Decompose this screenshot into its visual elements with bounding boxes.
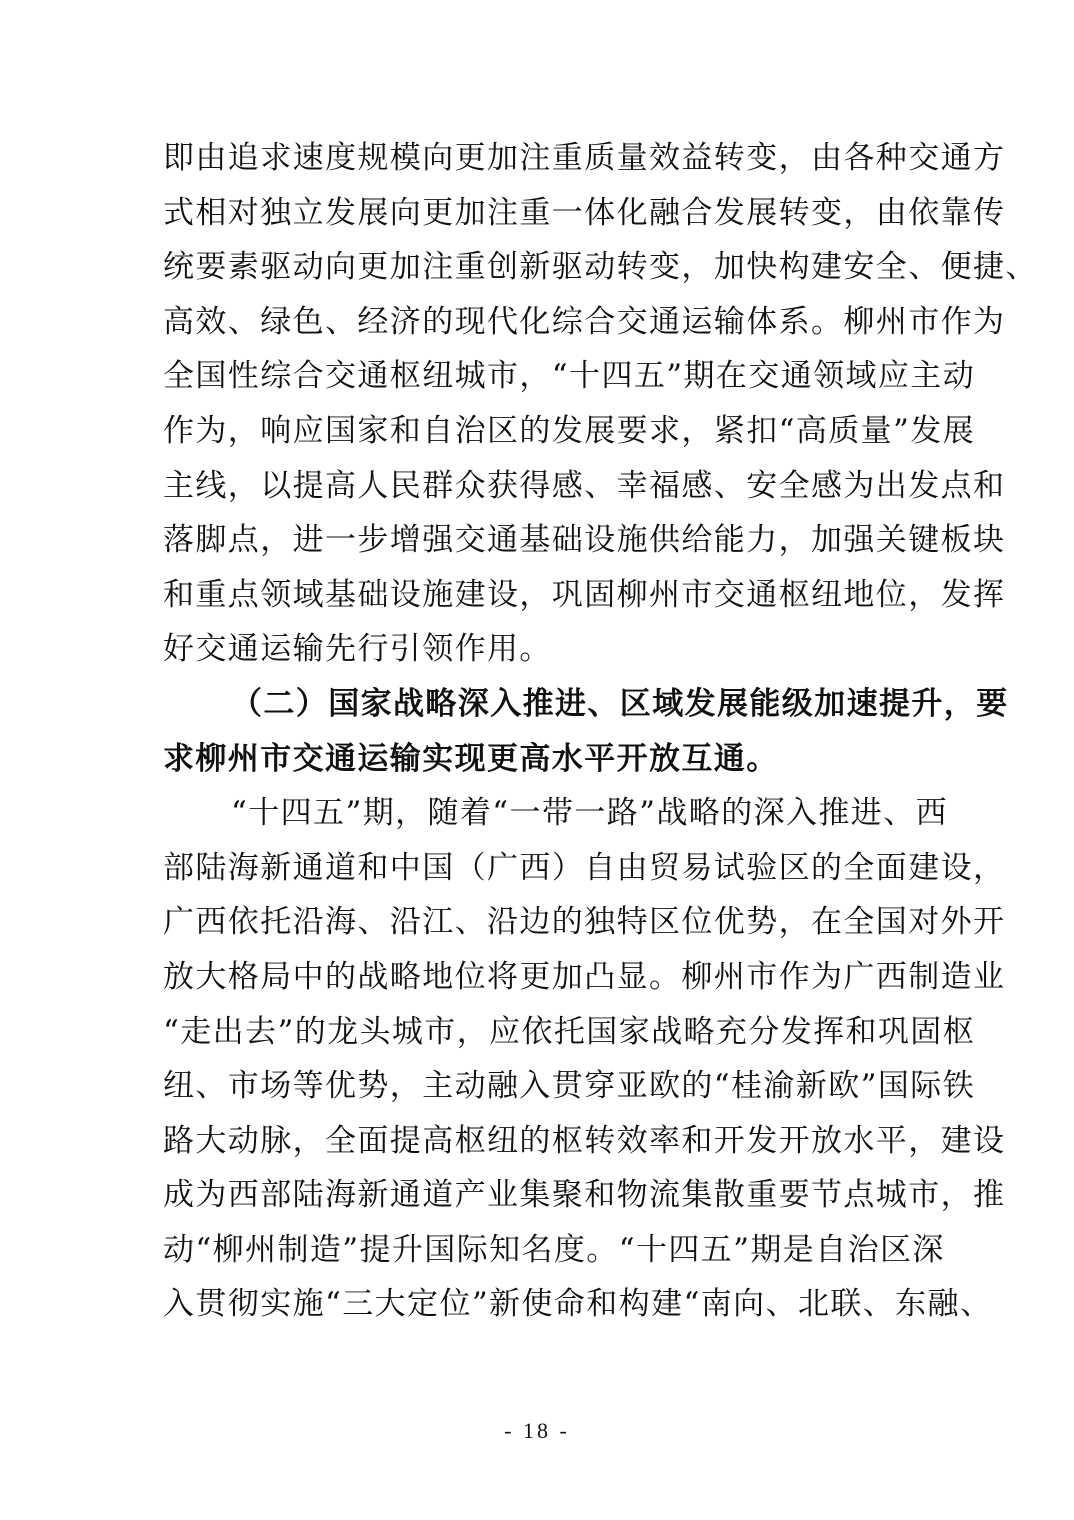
text-line: “十四五”期，随着“一带一路”战略的深入推进、西: [231, 795, 948, 832]
text-line: 式相对独立发展向更加注重一体化融合发展转变，由依靠传: [163, 194, 1006, 231]
text-line: 部陆海新通道和中国（广西）自由贸易试验区的全面建设，: [163, 849, 1006, 886]
section-heading: [163, 677, 1009, 786]
text-line: 落脚点，进一步增强交通基础设施供给能力，加强关键板块: [163, 522, 1006, 559]
page-number: - 18 -: [504, 1418, 570, 1443]
text-line: 和重点领域基础设施建设，巩固柳州市交通枢纽地位，发挥: [163, 576, 1006, 613]
body-text: [163, 131, 1038, 1332]
text-line: 放大格局中的战略地位将更加凸显。柳州市作为广西制造业: [163, 958, 1006, 995]
text-line: 高效、绿色、经济的现代化综合交通运输体系。柳州市作为: [163, 303, 1006, 340]
text-line: 路大动脉，全面提高枢纽的枢转效率和开发开放水平，建设: [163, 1122, 1006, 1159]
heading-line: （二）国家战略深入推进、区域发展能级加速提升，要: [231, 685, 1009, 722]
text-line: 作为，响应国家和自治区的发展要求，紧扣“高质量”发展: [163, 412, 976, 449]
heading-line: 求柳州市交通运输实现更高水平开放互通。: [163, 740, 779, 777]
text-line: 入贯彻实施“三大定位”新使命和构建“南向、北联、东融、: [163, 1286, 993, 1323]
text-line: 统要素驱动向更加注重创新驱动转变，加快构建安全、便捷、: [163, 249, 1038, 286]
text-line: “走出去”的龙头城市，应依托国家战略充分发挥和巩固枢: [163, 1013, 976, 1050]
text-line: 广西依托沿海、沿江、沿边的独特区位优势，在全国对外开: [163, 904, 1006, 941]
text-line: 动“柳州制造”提升国际知名度。“十四五”期是自治区深: [163, 1231, 945, 1268]
paragraph-3: [163, 786, 1006, 1332]
paragraph-1: [163, 131, 1038, 677]
text-line: 纽、市场等优势，主动融入贯穿亚欧的“桂渝新欧”国际铁: [163, 1068, 976, 1105]
text-line: 成为西部陆海新通道产业集聚和物流集散重要节点城市，推: [163, 1177, 1006, 1214]
text-line: 主线，以提高人民群众获得感、幸福感、安全感为出发点和: [163, 467, 1006, 504]
text-line: 全国性综合交通枢纽城市，“十四五”期在交通领域应主动: [163, 358, 976, 395]
text-line: 即由追求速度规模向更加注重质量效益转变，由各种交通方: [163, 140, 1006, 176]
text-line: 好交通运输先行引领作用。: [163, 631, 552, 668]
